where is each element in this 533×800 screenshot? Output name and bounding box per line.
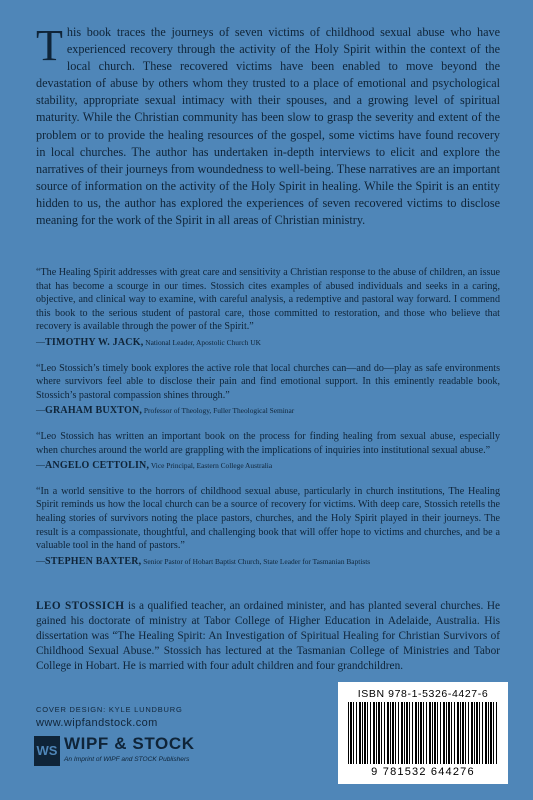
endorsement-attribution [36, 404, 500, 418]
endorsement-attribution [36, 336, 500, 350]
endorser-name: STEPHEN BAXTER, [45, 555, 142, 567]
endorser-title: Professor of Theology, Fuller Theological Seminar [142, 406, 295, 416]
author-name: LEO STOSSICH [36, 600, 125, 612]
endorser-name: TIMOTHY W. JACK, [45, 336, 144, 348]
endorsement-text: “Leo Stossich’s timely book explores the active role that local churches can—and do—play as safe environments where survivors feel able to disclose their pain and find emotional support. In this eminently readable book, Stossich’s pastoral compassion shines through.” [36, 362, 500, 401]
attribution-dash: — [36, 460, 45, 471]
cover-design-credit: COVER DESIGN: KYLE LUNDBURG [36, 705, 183, 714]
bio-text: is a qualified teacher, an ordained minister, and has planted several churches. He gained his doctorate of ministry at Tabor College of Higher Education in Adelaide, Australia. His dissertation was “The Healing Spirit: An Investigation of Spiritual Healing for Christian Survivors of Childhood Sexual Abuse.” Stossich has lectured at the Tasmanian College of Ministries and Tabor College in Hobart. He is married with four adult children and four grandchildren. [36, 600, 500, 673]
author-bio [36, 599, 500, 674]
endorsement-attribution [36, 459, 500, 473]
isbn-label: ISBN 978-1-5326-4427-6 [357, 688, 489, 700]
endorser-name: GRAHAM BUXTON, [45, 405, 143, 417]
attribution-dash: — [36, 405, 45, 416]
description-text: his book traces the journeys of seven victims of childhood sexual abuse who have experienced recovery through the activity of the Holy Spirit within the context of the local church. These recovered victims have been enabled to move beyond the devastation of abuse by others whom they trusted to a place of emotional and psychological stability, appropriate sexual intimacy with their spouses, and a growing level of spiritual maturity. While the Christian community has been slow to grasp the severity and extent of the problem or to provide the healing resources of the gospel, some victims have found recovery in local churches. The author has undertaken in-depth interviews to elicit and explore the narratives of their journeys from woundedness to well-being. These narratives are an important source of information on the activity of the Holy Spirit in healing. While the Spirit is an entity hidden to us, the author has explored the experiences of seven recovered victims to disclose meaning for the work of the Spirit in all areas of Christian ministry. [36, 25, 500, 228]
endorser-name: ANGELO CETTOLIN, [45, 460, 150, 472]
endorsement [36, 485, 500, 569]
barcode-bars-icon [348, 702, 498, 764]
barcode-digits: 9 781532 644276 [371, 766, 475, 778]
endorsement-text: “In a world sensitive to the horrors of childhood sexual abuse, particularly in church institutions, The Healing Spirit reminds us how the local church can be a source of recovery for victims. With deep care, Stossich retells the healing stories of survivors noting the place pastors, churches, and the Holy Spirit played in their journeys. The result is a compassionate, thoughtful, and challenging book that will offer hope to victims and churches, and be a valuable tool in the hand of pastors.” [36, 485, 500, 552]
endorsement [36, 266, 500, 350]
publisher-tagline: An Imprint of WIPF and STOCK Publishers [64, 756, 190, 763]
barcode [338, 682, 508, 784]
endorsement-text: “The Healing Spirit addresses with great care and sensitivity a Christian response to the abuse of children, an issue that has become a scourge in our times. Stossich cites examples of abused individuals and seeks in a caring, objective, and clinical way to examine, with careful analysis, a redemptive and pastoral way forward. I commend this book to the serious student of pastoral care, those committed to restoration, and those who believe that recovery is available through the power of the Spirit.” [36, 267, 500, 333]
endorser-title: National Leader, Apostolic Church UK [143, 337, 261, 347]
attribution-dash: — [36, 555, 45, 566]
endorser-title: Vice Principal, Eastern College Australia [149, 461, 273, 471]
publisher-logo [34, 734, 264, 774]
endorsement-text: “Leo Stossich has written an important book on the process for finding healing from sexual abuse, especially when churches around the world are grappling with the implications of inquiries into institutional sexual abuse.” [36, 430, 500, 456]
book-description [36, 21, 500, 229]
endorsement [36, 430, 500, 473]
endorsements [36, 266, 500, 580]
endorsement-attribution [36, 555, 500, 569]
drop-cap: T [36, 21, 63, 70]
publisher-name: WIPF & STOCK [64, 734, 195, 753]
publisher-website[interactable]: www.wipfandstock.com [36, 717, 158, 729]
endorser-title: Senior Pastor of Hobart Baptist Church, State Leader for Tasmanian Baptists [141, 556, 371, 566]
attribution-dash: — [36, 336, 45, 347]
ws-logo-icon: WS [34, 736, 60, 766]
endorsement [36, 362, 500, 418]
